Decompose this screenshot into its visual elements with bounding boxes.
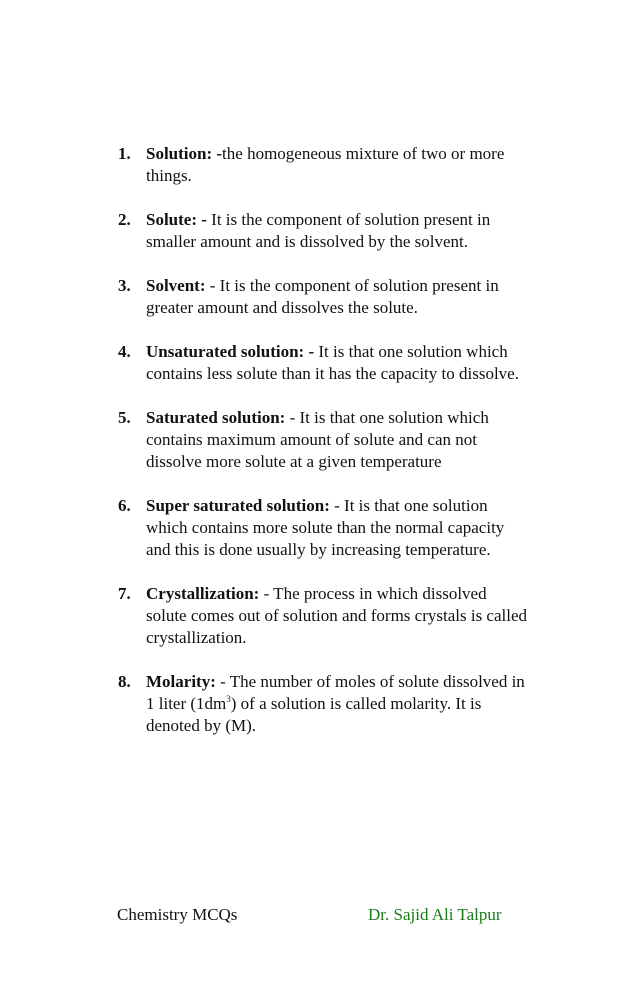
definition-item (118, 407, 528, 473)
item-number: 3. (118, 276, 131, 295)
definitions-list (118, 143, 528, 759)
item-number: 2. (118, 210, 131, 229)
item-number: 1. (118, 144, 131, 163)
item-number: 8. (118, 672, 131, 691)
item-text: the homogeneous mixture of two or more things. (146, 144, 505, 185)
item-text-after: ) of a solution is called molarity. It is denoted by (M). (146, 694, 482, 735)
item-text: It is the component of solution present in smaller amount and is dissolved by the solvent. (146, 210, 491, 251)
item-term: Super saturated solution: (146, 496, 330, 515)
definition-item (118, 143, 528, 187)
definition-item (118, 671, 528, 737)
item-text: - It is that one solution which contains more solute than the normal capacity and this is done usually by increasing temperature. (146, 496, 505, 559)
definition-item (118, 583, 528, 649)
footer-title: Chemistry MCQs (117, 905, 238, 924)
definition-item (118, 495, 528, 561)
item-term: Solvent: (146, 276, 206, 295)
superscript: 3 (226, 694, 231, 704)
item-text: - It is the component of solution present in greater amount and dissolves the solute. (146, 276, 499, 317)
item-number: 6. (118, 496, 131, 515)
item-term: Molarity: (146, 672, 216, 691)
item-text: - The number of moles of solute dissolved in 1 liter (1dm (146, 672, 525, 713)
item-term: Solute: - (146, 210, 207, 229)
item-text: - The process in which dissolved solute comes out of solution and forms crystals is called crystallization. (146, 584, 528, 647)
footer-author: Dr. Sajid Ali Talpur (368, 905, 502, 924)
item-term: Unsaturated solution: - (146, 342, 315, 361)
item-term: Saturated solution: (146, 408, 286, 427)
item-number: 5. (118, 408, 131, 427)
item-number: 4. (118, 342, 131, 361)
item-text: - It is that one solution which contains maximum amount of solute and can not dissolve more solute at a given temperature (146, 408, 489, 471)
item-term: Solution: - (146, 144, 223, 163)
item-text: It is that one solution which contains less solute than it has the capacity to dissolve. (146, 342, 519, 383)
definition-item (118, 341, 528, 385)
item-number: 7. (118, 584, 131, 603)
definition-item (118, 209, 528, 253)
definition-item (118, 275, 528, 319)
item-term: Crystallization: (146, 584, 260, 603)
